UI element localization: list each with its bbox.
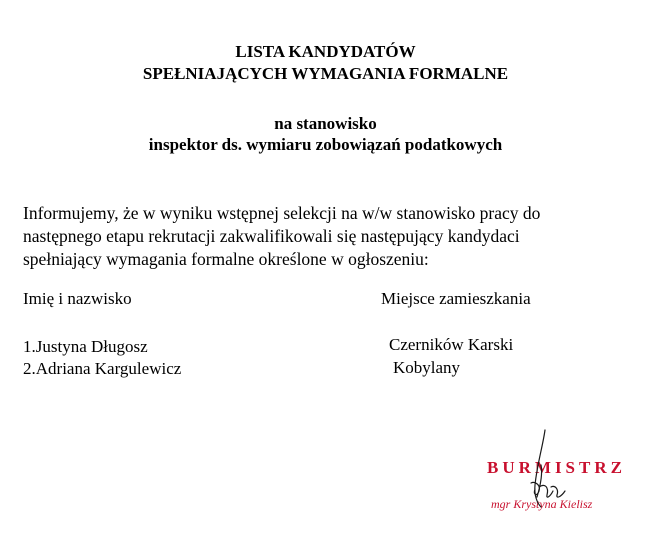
paragraph-line-3: spełniający wymagania formalne określone w ogłoszeniu: <box>23 249 429 269</box>
stamp-name: mgr Krystyna Kielisz <box>491 497 593 511</box>
column-header-place: Miejsce zamieszkania <box>381 289 531 308</box>
candidate-1-place: Czerników Karski <box>389 335 514 354</box>
column-header-name: Imię i nazwisko <box>23 289 132 308</box>
paragraph-line-1: Informujemy, że w wyniku wstępnej selekcji na w/w stanowisko pracy do <box>23 203 541 223</box>
candidate-2-place: Kobylany <box>393 358 461 377</box>
position-name: inspektor ds. wymiaru zobowiązań podatkowych <box>148 135 503 154</box>
candidate-2-name: 2.Adriana Kargulewicz <box>23 359 182 378</box>
position-label: na stanowisko <box>274 114 377 133</box>
signature-icon <box>515 425 575 520</box>
paragraph-line-2: następnego etapu rekrutacji zakwalifikowali się następujący kandydaci <box>23 226 520 246</box>
candidate-1-name: 1.Justyna Długosz <box>23 337 148 356</box>
document-title-line-2: SPEŁNIAJĄCYCH WYMAGANIA FORMALNE <box>142 64 509 83</box>
document-title-line-1: LISTA KANDYDATÓW <box>235 42 416 61</box>
stamp-title: BURMISTRZ <box>487 458 626 477</box>
announcement-paragraph <box>23 202 623 271</box>
